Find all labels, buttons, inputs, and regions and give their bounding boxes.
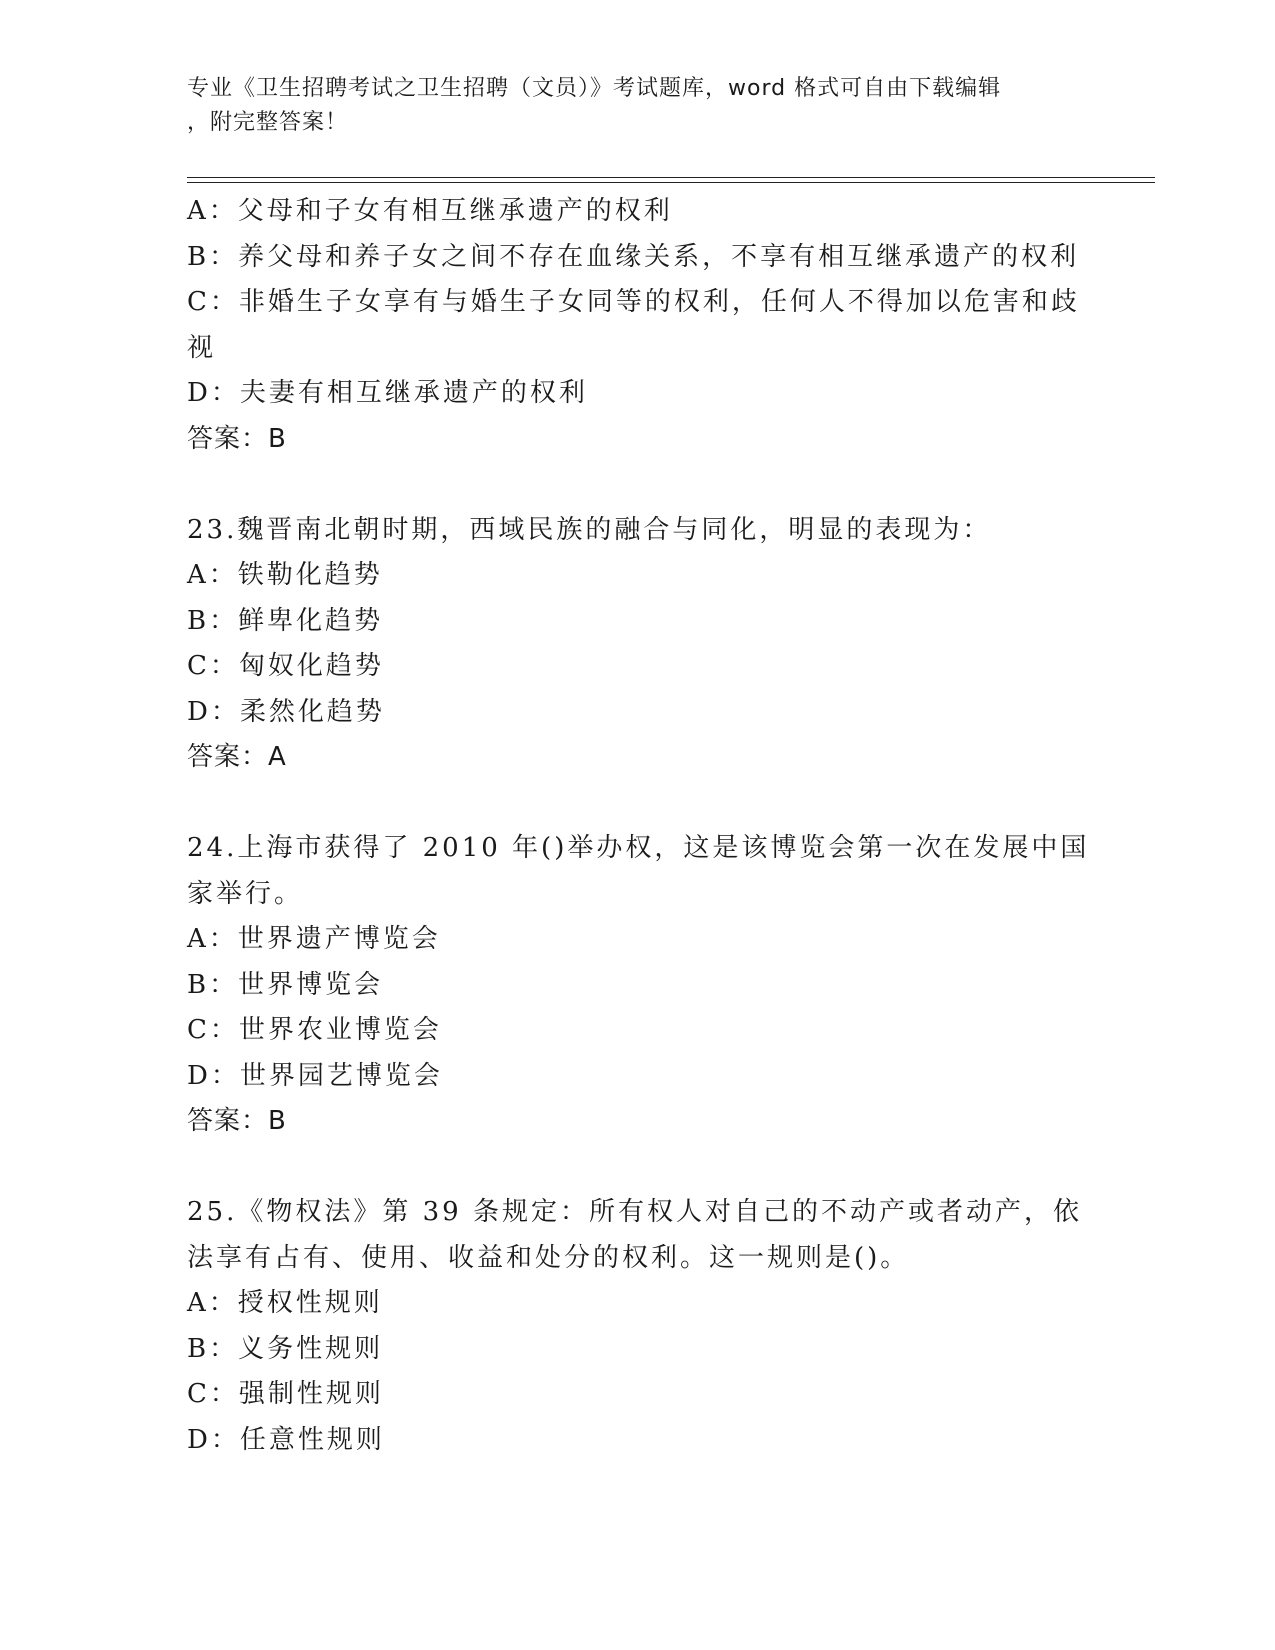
question-spacer bbox=[187, 462, 1087, 508]
header-line-2: ，附完整答案！ bbox=[187, 110, 349, 135]
option-d: D：任意性规则 bbox=[187, 1424, 385, 1455]
option-c: C：强制性规则 bbox=[187, 1379, 384, 1409]
option-c: C：世界农业博览会 bbox=[187, 1015, 442, 1045]
answer-line: 答案：B bbox=[187, 423, 287, 454]
option-d: D：柔然化趋势 bbox=[187, 696, 385, 727]
option-c: C：匈奴化趋势 bbox=[187, 651, 384, 681]
header-divider-bottom bbox=[187, 182, 1155, 183]
question-stem-line-2: 家举行。 bbox=[187, 878, 304, 909]
answer-line: 答案：A bbox=[187, 742, 287, 772]
question-24 bbox=[187, 826, 1090, 1145]
option-d: D：世界园艺博览会 bbox=[187, 1060, 443, 1091]
answer-line: 答案：B bbox=[187, 1106, 287, 1136]
header-line-1: 专业《卫生招聘考试之卫生招聘（文员）》考试题库，word 格式可自由下载编辑 bbox=[187, 76, 1002, 101]
question-spacer bbox=[187, 781, 1087, 827]
question-23 bbox=[187, 508, 1087, 781]
option-a: A：铁勒化趋势 bbox=[187, 560, 383, 590]
question-list bbox=[187, 189, 1090, 1463]
question-stem-line-2: 法享有占有、使用、收益和处分的权利。这一规则是()。 bbox=[187, 1242, 910, 1273]
question-stem: 23.魏晋南北朝时期，西域民族的融合与同化，明显的表现为： bbox=[187, 514, 992, 545]
option-c-continued: 视 bbox=[187, 332, 217, 363]
option-b: B：义务性规则 bbox=[187, 1333, 384, 1364]
option-a: A：世界遗产博览会 bbox=[187, 924, 441, 954]
question-stem-line-1: 25.《物权法》第 39 条规定：所有权人对自己的不动产或者动产，依 bbox=[187, 1197, 1082, 1227]
question-spacer bbox=[187, 1145, 1087, 1191]
option-b: B：鲜卑化趋势 bbox=[187, 605, 384, 636]
question-25 bbox=[187, 1190, 1087, 1463]
option-b: B：养父母和养子女之间不存在血缘关系，不享有相互继承遗产的权利 bbox=[187, 241, 1080, 272]
option-a: A：父母和子女有相互继承遗产的权利 bbox=[187, 196, 673, 226]
header-divider-top bbox=[187, 177, 1155, 178]
question-stem-line-1: 24.上海市获得了 2010 年()举办权，这是该博览会第一次在发展中国 bbox=[187, 833, 1090, 863]
option-d: D：夫妻有相互继承遗产的权利 bbox=[187, 378, 588, 408]
document-header bbox=[187, 72, 1067, 140]
question-22 bbox=[187, 189, 1087, 462]
option-c: C：非婚生子女享有与婚生子女同等的权利，任何人不得加以危害和歧 bbox=[187, 287, 1080, 317]
option-b: B：世界博览会 bbox=[187, 969, 384, 1000]
option-a: A：授权性规则 bbox=[187, 1288, 383, 1318]
